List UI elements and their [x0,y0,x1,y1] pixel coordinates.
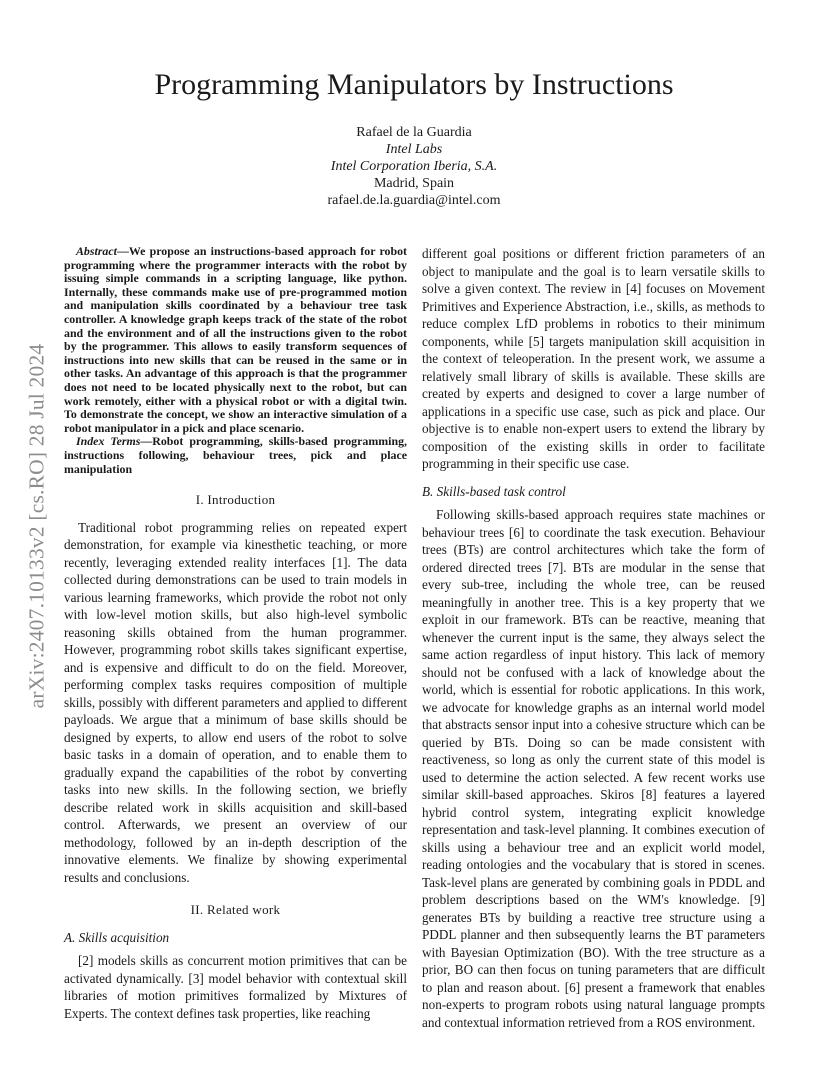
arxiv-identifier [22,296,52,756]
right-column [422,245,765,1031]
paper-title: Programming Manipulators by Instructions [154,68,674,101]
skills-acquisition-paragraph-start: [2] models skills as concurrent motion primitives that can be activated dynamically. [3] model behavior with contextual skill libraries of motion primitives formalized by Mixtures of Experts. The context defines task properties, like reaching [64,953,407,1021]
index-terms-label: Index Terms [76,434,141,449]
author-block [0,124,828,209]
abstract-label: Abstract [76,244,117,258]
index-terms [64,435,407,476]
abstract-text: —We propose an instructions-based approach for robot programming where the programmer interacts with the robot by issuing simple commands in a scripting language, like python. Internally, these commands make use of pre-programmed motion and manipulation skills coordinated by a behaviour tree task controller. A knowledge graph keeps track of the state of the robot and the environment and of all the instructions given to the robot by the programmer. This allows to easily transform sequences of instructions into new skills that can be reused in the same or in other tasks. An advantage of this approach is that the programmer does not need to be located physically next to the robot, but can work remotely, either with a physical robot or with a digital twin. To demonstrate the concept, we show an interactive simulation of a robot manipulator in a pick and place scenario. [64,244,407,435]
section-heading-related-work: II. Related work [190,902,281,918]
left-column [64,245,407,1022]
author-name: Rafael de la Guardia [356,125,472,140]
arxiv-identifier-text: arXiv:2407.10133v2 [cs.RO] 28 Jul 2024 [24,343,49,709]
skills-acquisition-paragraph-continued: different goal positions or different friction parameters of an object to manipulate and the goal is to learn versatile skills to solve a given context. The review in [4] focuses on Movement Primitives and Experience Abstraction, i.e., skills, as methods to reduce complex LfD problems in robotics to their minimum components, while [5] targets manipulation skill acquisition in the context of teleoperation. In the present work, we assume a relatively small library of skills is available. These skills are created by experts and designed to cover a large number of applications in a specific use case, such as pick and place. Our objective is to enable non-expert users to extend the library by composition of the existing skills in order to facilitate programming in their specific use case. [422,246,765,471]
section-heading-introduction: I. Introduction [195,492,276,508]
abstract [64,245,407,435]
skills-based-task-control-paragraph: Following skills-based approach requires state machines or behaviour trees [6] to coordinate the task execution. Behaviour trees (BTs) are control architectures which take the form of ordered directed trees [7]. BTs are modular in the sense that every sub-tree, including the whole tree, can be reused meaningfully in another tree. This is a key property that we exploit in our framework. BTs can be reactive, meaning that whenever the current input is the same, they always select the same action regardless of input history. This lack of memory should not be confused with a lack of knowledge about the world, which is essential for robotic applications. In this work, we advocate for knowledge graphs as an internal world model that abstracts sensor input into a cohesive structure which can be queried by BTs. Doing so can be made consistent with reactiveness, so long as only the current state of this model is used to determine the action selected. A few recent works use similar skill-based approaches. Skiros [8] features a layered hybrid control system, integrating explicit knowledge representation and task-level planning. It combines execution of skills using a behaviour tree and an explicit world model, reading ontologies and the vocabulary that is stored in scenes. Task-level plans are generated by combining goals in PDDL and problem descriptions based on the WM's knowledge. [9] generates BTs by building a reactive tree structure using a PDDL planner and then subsequently learns the BT parameters with Bayesian Optimization (BO). With the tree structure as a prior, BO can then focus on tuning parameters that are difficult to plan and reason about. [6] present a framework that enables non-experts to program robots using natural language prompts and contextual information retrieved from a ROS environment. [422,507,765,1030]
author-affiliation-2: Intel Corporation Iberia, S.A. [330,159,498,174]
author-affiliation-1: Intel Labs [385,142,443,157]
index-terms-text: —Robot programming, skills-based programming, instructions following, behaviour trees, pick and place manipulation [64,434,407,476]
subsection-heading-skills-acquisition: A. Skills acquisition [64,929,170,945]
author-location: Madrid, Spain [373,176,455,191]
introduction-paragraph: Traditional robot programming relies on repeated expert demonstration, for example via kinesthetic teaching, or more recently, leveraging extended reality interfaces [1]. The data collected during demonstrations can be used to train models in various learning frameworks, which provide the robot not only with low-level motion skills, but also high-level symbolic reasoning skills obtained from the human programmer. However, programming robot skills takes significant expertise, and is expensive and difficult to do on the field. Moreover, performing complex tasks requires composition of multiple skills, possibly with different parameters and applied to different payloads. We argue that a minimum of base skills should be designed by experts, to allow end users of the robot to solve basic tasks in a domain of operation, and to enable them to gradually expand the capabilities of the robot by converting tasks into new skills. In the following section, we briefly describe related work in skills acquisition and skill-based control. Afterwards, we present an overview of our methodology, followed by an in-depth description of the innovative elements. We finalize by showing experimental results and conclusions. [64,519,407,885]
subsection-heading-skills-based-task-control: B. Skills-based task control [422,483,566,499]
author-email: rafael.de.la.guardia@intel.com [327,193,501,208]
